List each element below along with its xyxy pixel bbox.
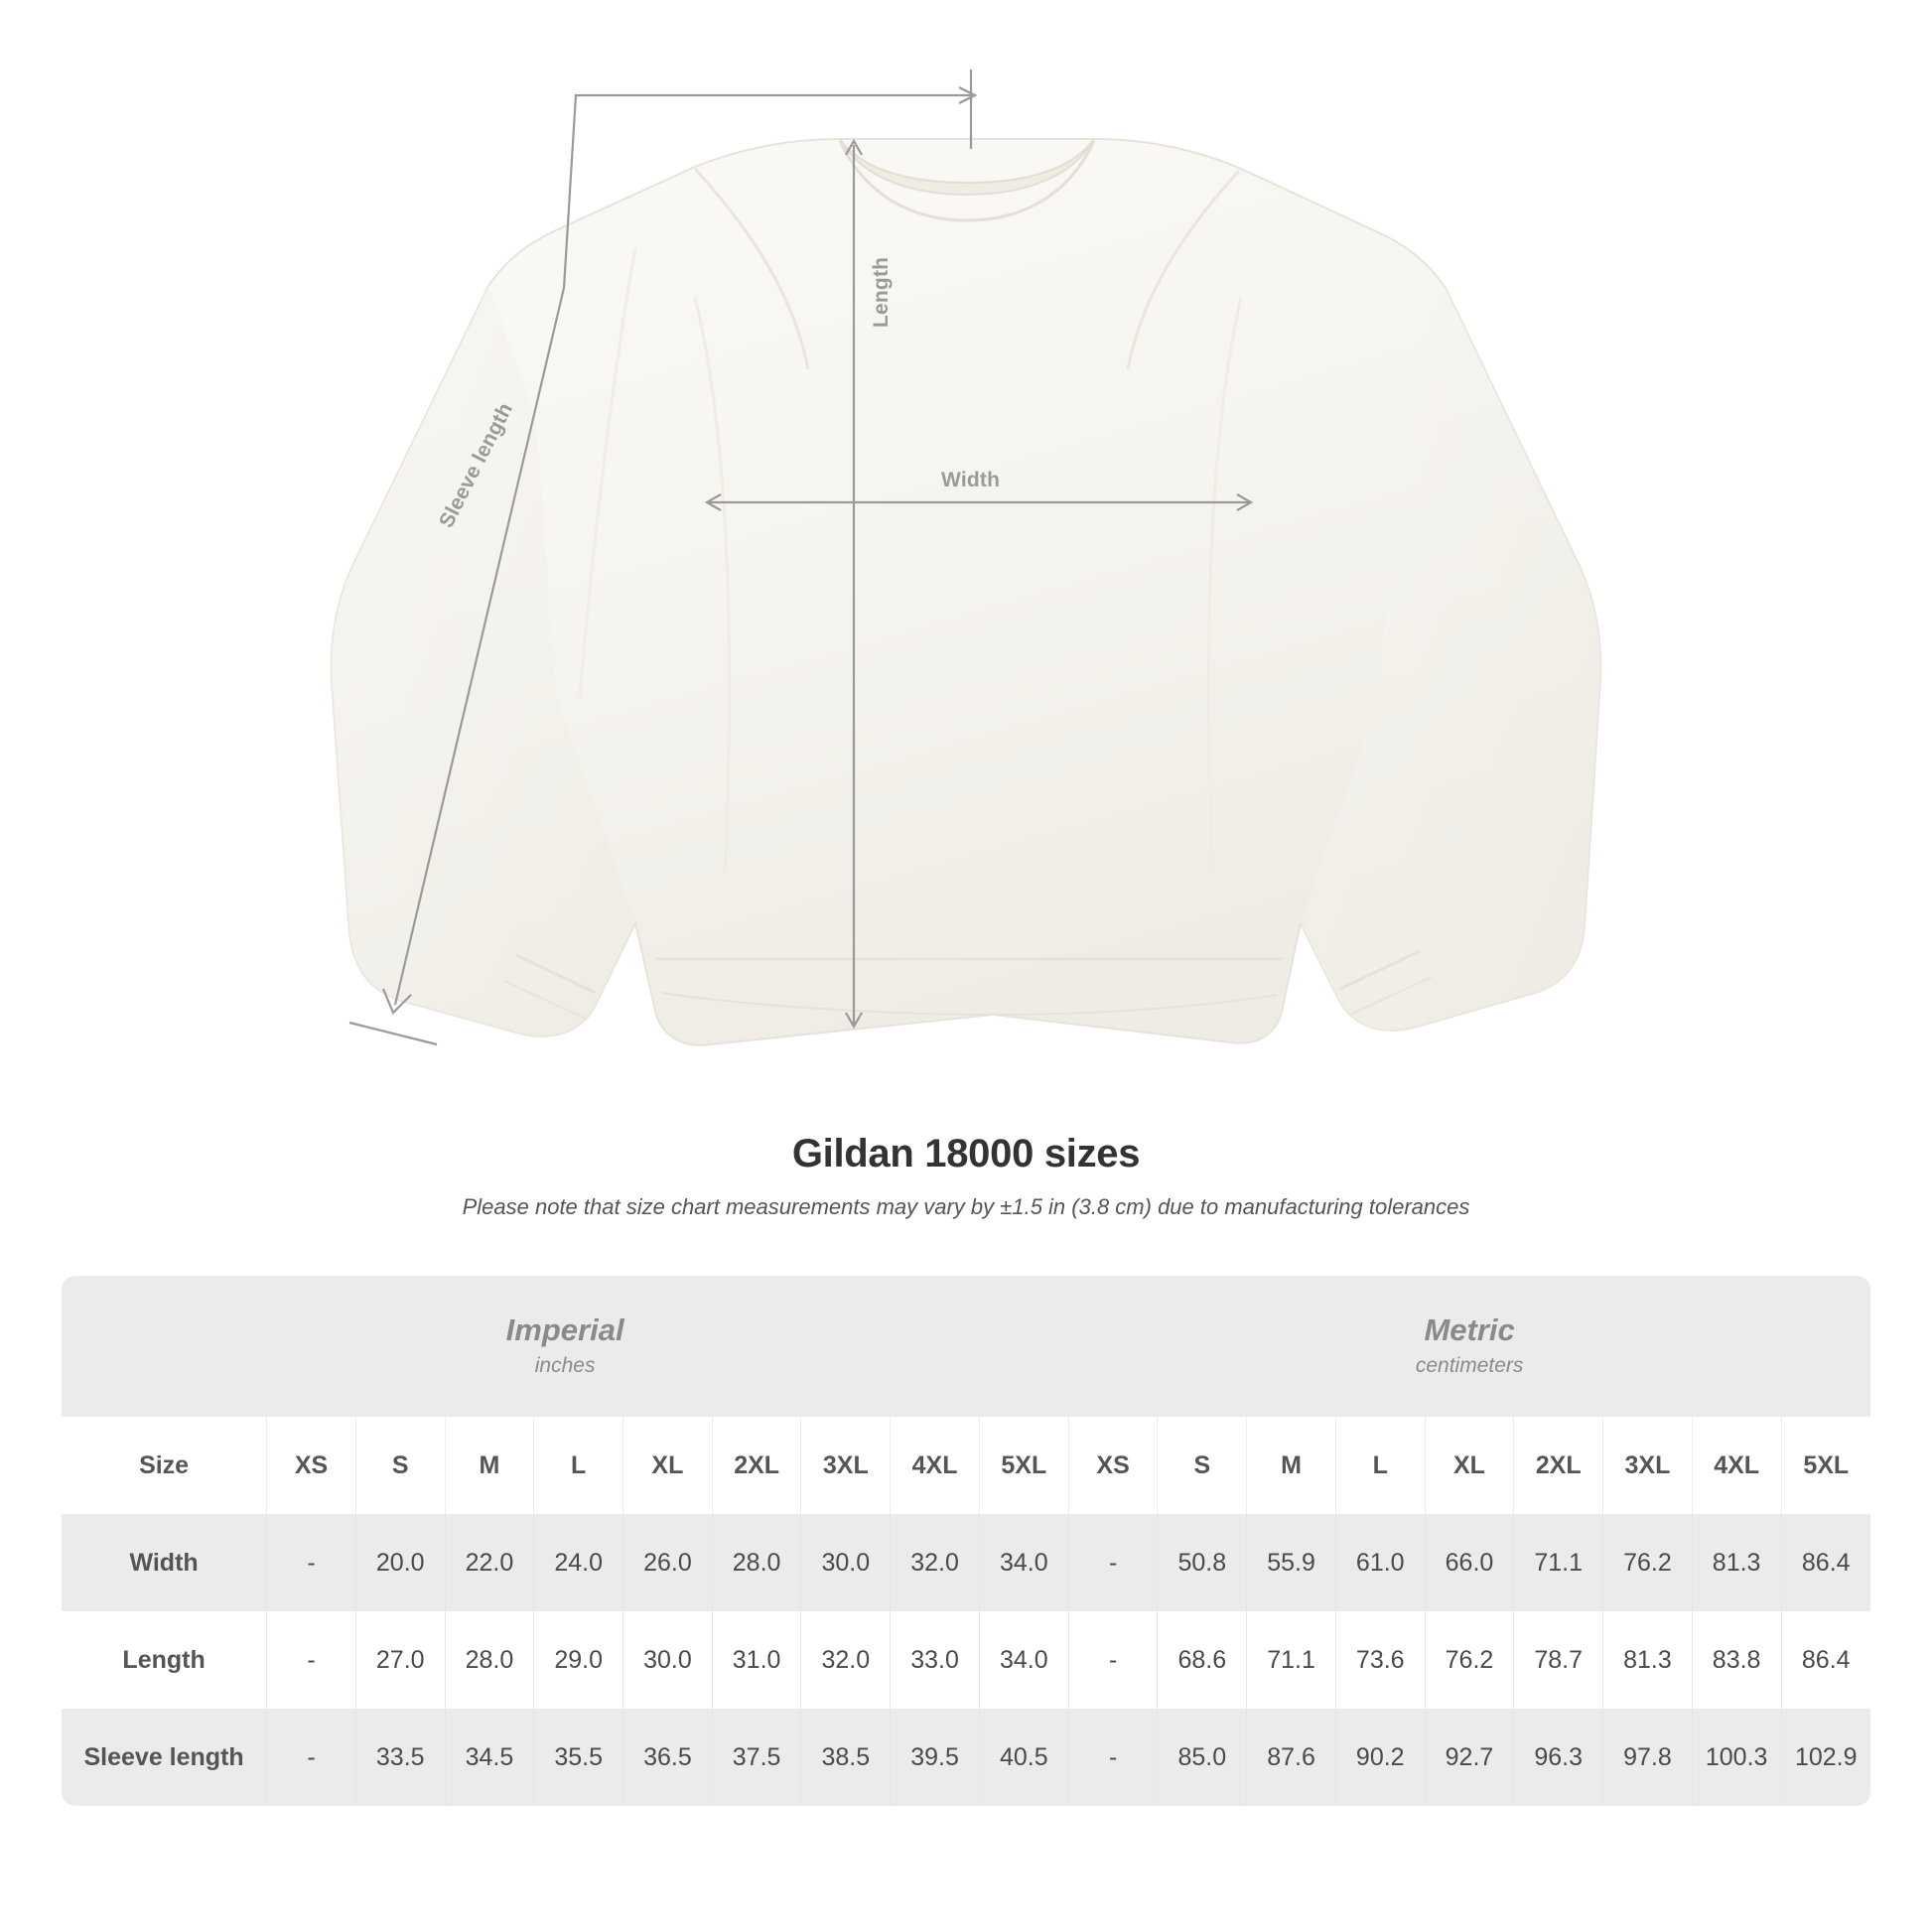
sleeve-metric-xl: 92.7 bbox=[1425, 1709, 1514, 1806]
size-header-metric-3xl: 3XL bbox=[1603, 1417, 1693, 1514]
length-imperial-s: 27.0 bbox=[355, 1611, 445, 1709]
width-metric-5xl: 86.4 bbox=[1781, 1514, 1870, 1611]
sleeve-metric-5xl: 102.9 bbox=[1781, 1709, 1870, 1806]
length-label: Length bbox=[870, 256, 893, 328]
sleeve-metric-m: 87.6 bbox=[1247, 1709, 1336, 1806]
sleeve-metric-l: 90.2 bbox=[1335, 1709, 1425, 1806]
length-imperial-5xl: 34.0 bbox=[979, 1611, 1068, 1709]
width-metric-l: 61.0 bbox=[1335, 1514, 1425, 1611]
sleeve-imperial-l: 35.5 bbox=[534, 1709, 623, 1806]
width-metric-3xl: 76.2 bbox=[1603, 1514, 1693, 1611]
size-header-label: Size bbox=[62, 1417, 267, 1514]
width-imperial-5xl: 34.0 bbox=[979, 1514, 1068, 1611]
sleeve-imperial-m: 34.5 bbox=[445, 1709, 534, 1806]
width-imperial-4xl: 32.0 bbox=[891, 1514, 980, 1611]
garment-shape bbox=[332, 139, 1601, 1045]
size-header-imperial-xs: XS bbox=[267, 1417, 356, 1514]
size-header-imperial-s: S bbox=[355, 1417, 445, 1514]
size-header-metric-s: S bbox=[1158, 1417, 1247, 1514]
table-row bbox=[62, 1709, 1870, 1806]
tolerance-note: Please note that size chart measurements may vary by ±1.5 in (3.8 cm) due to manufacturing tolerances bbox=[462, 1194, 1470, 1219]
sleeve-imperial-5xl: 40.5 bbox=[979, 1709, 1068, 1806]
size-header-metric-l: L bbox=[1335, 1417, 1425, 1514]
length-metric-s: 68.6 bbox=[1158, 1611, 1247, 1709]
size-header-metric-2xl: 2XL bbox=[1514, 1417, 1603, 1514]
imperial-unit-cell bbox=[62, 1276, 1068, 1417]
length-metric-3xl: 81.3 bbox=[1603, 1611, 1693, 1709]
sleeve-imperial-3xl: 38.5 bbox=[801, 1709, 891, 1806]
size-header-row bbox=[62, 1417, 1870, 1514]
title-block bbox=[0, 1132, 1932, 1220]
width-imperial-xl: 26.0 bbox=[623, 1514, 713, 1611]
table-row bbox=[62, 1611, 1870, 1709]
width-imperial-l: 24.0 bbox=[534, 1514, 623, 1611]
length-imperial-4xl: 33.0 bbox=[891, 1611, 980, 1709]
imperial-system-label: Imperial bbox=[505, 1311, 624, 1347]
sleeve-metric-xs: - bbox=[1068, 1709, 1158, 1806]
width-metric-2xl: 71.1 bbox=[1514, 1514, 1603, 1611]
size-header-imperial-5xl: 5XL bbox=[979, 1417, 1068, 1514]
size-header-metric-xl: XL bbox=[1425, 1417, 1514, 1514]
metric-system-label: Metric bbox=[1424, 1311, 1515, 1347]
size-header-metric-5xl: 5XL bbox=[1781, 1417, 1870, 1514]
length-imperial-l: 29.0 bbox=[534, 1611, 623, 1709]
length-metric-2xl: 78.7 bbox=[1514, 1611, 1603, 1709]
length-metric-m: 71.1 bbox=[1247, 1611, 1336, 1709]
sleeve-imperial-4xl: 39.5 bbox=[891, 1709, 980, 1806]
size-table bbox=[62, 1276, 1870, 1806]
sleeve-imperial-2xl: 37.5 bbox=[712, 1709, 801, 1806]
sleeve-imperial-xl: 36.5 bbox=[623, 1709, 713, 1806]
width-imperial-m: 22.0 bbox=[445, 1514, 534, 1611]
length-imperial-m: 28.0 bbox=[445, 1611, 534, 1709]
sleeve-imperial-xs: - bbox=[267, 1709, 356, 1806]
imperial-unit-sub: inches bbox=[534, 1353, 596, 1377]
length-metric-4xl: 83.8 bbox=[1692, 1611, 1781, 1709]
size-header-metric-m: M bbox=[1247, 1417, 1336, 1514]
width-label: Width bbox=[941, 469, 1001, 491]
row-label-width: Width bbox=[62, 1514, 267, 1611]
size-header-imperial-l: L bbox=[534, 1417, 623, 1514]
length-metric-xs: - bbox=[1068, 1611, 1158, 1709]
size-header-imperial-xl: XL bbox=[623, 1417, 713, 1514]
sleeve-metric-4xl: 100.3 bbox=[1692, 1709, 1781, 1806]
size-table-container bbox=[62, 1276, 1870, 1806]
sleeve-imperial-s: 33.5 bbox=[355, 1709, 445, 1806]
row-label-sleeve-length: Sleeve length bbox=[62, 1709, 267, 1806]
metric-unit-sub: centimeters bbox=[1415, 1353, 1524, 1377]
length-metric-l: 73.6 bbox=[1335, 1611, 1425, 1709]
width-imperial-3xl: 30.0 bbox=[801, 1514, 891, 1611]
length-imperial-2xl: 31.0 bbox=[712, 1611, 801, 1709]
size-header-imperial-m: M bbox=[445, 1417, 534, 1514]
size-header-imperial-3xl: 3XL bbox=[801, 1417, 891, 1514]
width-metric-s: 50.8 bbox=[1158, 1514, 1247, 1611]
length-imperial-xs: - bbox=[267, 1611, 356, 1709]
metric-unit-cell bbox=[1068, 1276, 1870, 1417]
width-imperial-2xl: 28.0 bbox=[712, 1514, 801, 1611]
sleeve-length-label: Sleeve length bbox=[435, 399, 518, 532]
unit-system-row bbox=[62, 1276, 1870, 1417]
width-metric-4xl: 81.3 bbox=[1692, 1514, 1781, 1611]
size-header-imperial-2xl: 2XL bbox=[712, 1417, 801, 1514]
row-label-length: Length bbox=[62, 1611, 267, 1709]
size-header-metric-4xl: 4XL bbox=[1692, 1417, 1781, 1514]
size-header-metric-xs: XS bbox=[1068, 1417, 1158, 1514]
width-imperial-xs: - bbox=[267, 1514, 356, 1611]
sleeve-metric-2xl: 96.3 bbox=[1514, 1709, 1603, 1806]
sleeve-metric-s: 85.0 bbox=[1158, 1709, 1247, 1806]
width-metric-xl: 66.0 bbox=[1425, 1514, 1514, 1611]
length-imperial-xl: 30.0 bbox=[623, 1611, 713, 1709]
sleeve-metric-3xl: 97.8 bbox=[1603, 1709, 1693, 1806]
page-title: Gildan 18000 sizes bbox=[791, 1132, 1141, 1175]
width-metric-xs: - bbox=[1068, 1514, 1158, 1611]
width-metric-m: 55.9 bbox=[1247, 1514, 1336, 1611]
length-imperial-3xl: 32.0 bbox=[801, 1611, 891, 1709]
length-metric-xl: 76.2 bbox=[1425, 1611, 1514, 1709]
width-imperial-s: 20.0 bbox=[355, 1514, 445, 1611]
size-header-imperial-4xl: 4XL bbox=[891, 1417, 980, 1514]
table-row bbox=[62, 1514, 1870, 1611]
length-metric-5xl: 86.4 bbox=[1781, 1611, 1870, 1709]
